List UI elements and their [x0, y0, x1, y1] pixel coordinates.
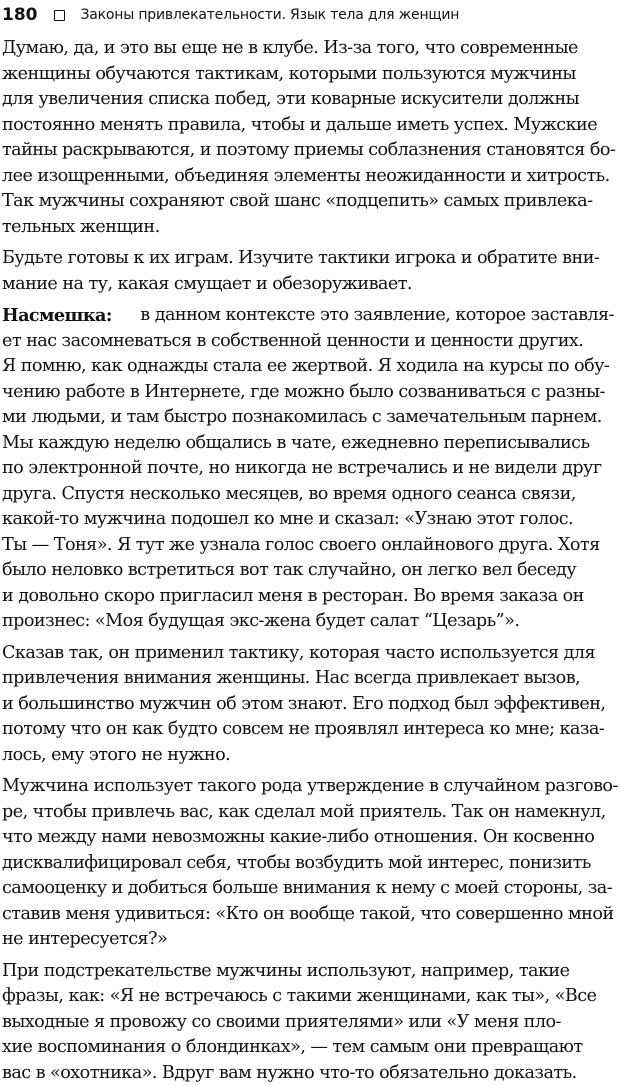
running-header [2, 2, 614, 28]
text-line: лее изощренными, объединяя элементы неожиданности и хитрость. [2, 164, 614, 190]
text-line: тайны раскрываются, и поэтому приемы соблазнения становятся бо- [2, 138, 614, 164]
text-line: мание на ту, какая смущает и обезоруживает. [2, 272, 614, 298]
text-line: Я помню, как однажды стала ее жертвой. Я ходила на курсы по обу- [2, 354, 614, 380]
text-line: вас в «охотника». Вдруг вам нужно что-то обязательно доказать. [2, 1061, 614, 1086]
text-line: Ты — Тоня». Я тут же узнала голос своего онлайнового друга. Хотя [2, 533, 614, 559]
text-line: Думаю, да, и это вы еще не в клубе. Из-за того, что современные [2, 36, 614, 62]
paragraph [2, 303, 614, 635]
page-number: 180 [2, 5, 38, 25]
term-heading: Насмешка: [2, 303, 112, 329]
text-line: женщины обучаются тактикам, которыми пользуются мужчины [2, 62, 614, 88]
text-line: При подстрекательстве мужчины используют, например, такие [2, 959, 614, 985]
page-body [2, 36, 614, 1086]
line-text: в данном контексте это заявление, которое заставля- [140, 303, 614, 329]
text-line: произнес: «Моя будущая экс-жена будет салат “Цезарь”». [2, 609, 614, 635]
text-line: и большинство мужчин об этом знают. Его подход был эффективен, [2, 692, 614, 718]
paragraph [2, 36, 614, 240]
text-line: хие воспоминания о блондинках», — тем самым они превращают [2, 1035, 614, 1061]
text-line: для увеличения списка побед, эти коварные искусители должны [2, 87, 614, 113]
text-line: тельных женщин. [2, 215, 614, 241]
text-line: дисквалифицировал себя, чтобы возбудить мой интерес, понизить [2, 851, 614, 877]
text-line: Так мужчины сохраняют свой шанс «подцепить» самых привлека- [2, 189, 614, 215]
text-line: постоянно менять правила, чтобы и дальше иметь успех. Мужские [2, 113, 614, 139]
text-line: было неловко встретиться вот так случайно, он легко вел беседу [2, 558, 614, 584]
text-line: самооценку и добиться больше внимания к нему с моей стороны, за- [2, 876, 614, 902]
text-line [2, 303, 614, 329]
text-line: потому что он как будто совсем не проявлял интереса ко мне; каза- [2, 717, 614, 743]
text-line: Мы каждую неделю общались в чате, ежедневно переписывались [2, 431, 614, 457]
text-line: чению работе в Интернете, где можно было созваниваться с разны- [2, 380, 614, 406]
paragraph [2, 959, 614, 1086]
paragraph [2, 641, 614, 769]
text-line: Мужчина использует такого рода утверждение в случайном разгово- [2, 774, 614, 800]
text-line: какой-то мужчина подошел ко мне и сказал: «Узнаю этот голос. [2, 507, 614, 533]
text-line: ставив меня удивиться: «Кто он вообще такой, что совершенно мной [2, 902, 614, 928]
text-line: не интересуется?» [2, 927, 614, 953]
text-line: ет нас засомневаться в собственной ценности и ценности других. [2, 329, 614, 355]
running-title: Законы привлекательности. Язык тела для женщин [81, 7, 460, 23]
square-bullet-icon [54, 10, 65, 21]
text-line: друга. Спустя несколько месяцев, во время одного сеанса связи, [2, 482, 614, 508]
text-line: привлечения внимания женщины. Нас всегда привлекает вызов, [2, 666, 614, 692]
text-line: фразы, как: «Я не встречаюсь с такими женщинами, как ты», «Все [2, 984, 614, 1010]
text-line: и довольно скоро пригласил меня в ресторан. Во время заказа он [2, 584, 614, 610]
text-line: ми людьми, и там быстро познакомилась с замечательным парнем. [2, 405, 614, 431]
text-line: по электронной почте, но никогда не встречались и не видели друг [2, 456, 614, 482]
text-line: что между нами невозможны какие-либо отношения. Он косвенно [2, 825, 614, 851]
paragraph [2, 246, 614, 297]
text-line: ре, чтобы привлечь вас, как сделал мой приятель. Так он намекнул, [2, 800, 614, 826]
text-line: выходные я провожу со своими приятелями» или «У меня пло- [2, 1010, 614, 1036]
text-line: Сказав так, он применил тактику, которая часто используется для [2, 641, 614, 667]
paragraph [2, 774, 614, 953]
text-line: лось, ему этого не нужно. [2, 743, 614, 769]
text-line: Будьте готовы к их играм. Изучите тактики игрока и обратите вни- [2, 246, 614, 272]
